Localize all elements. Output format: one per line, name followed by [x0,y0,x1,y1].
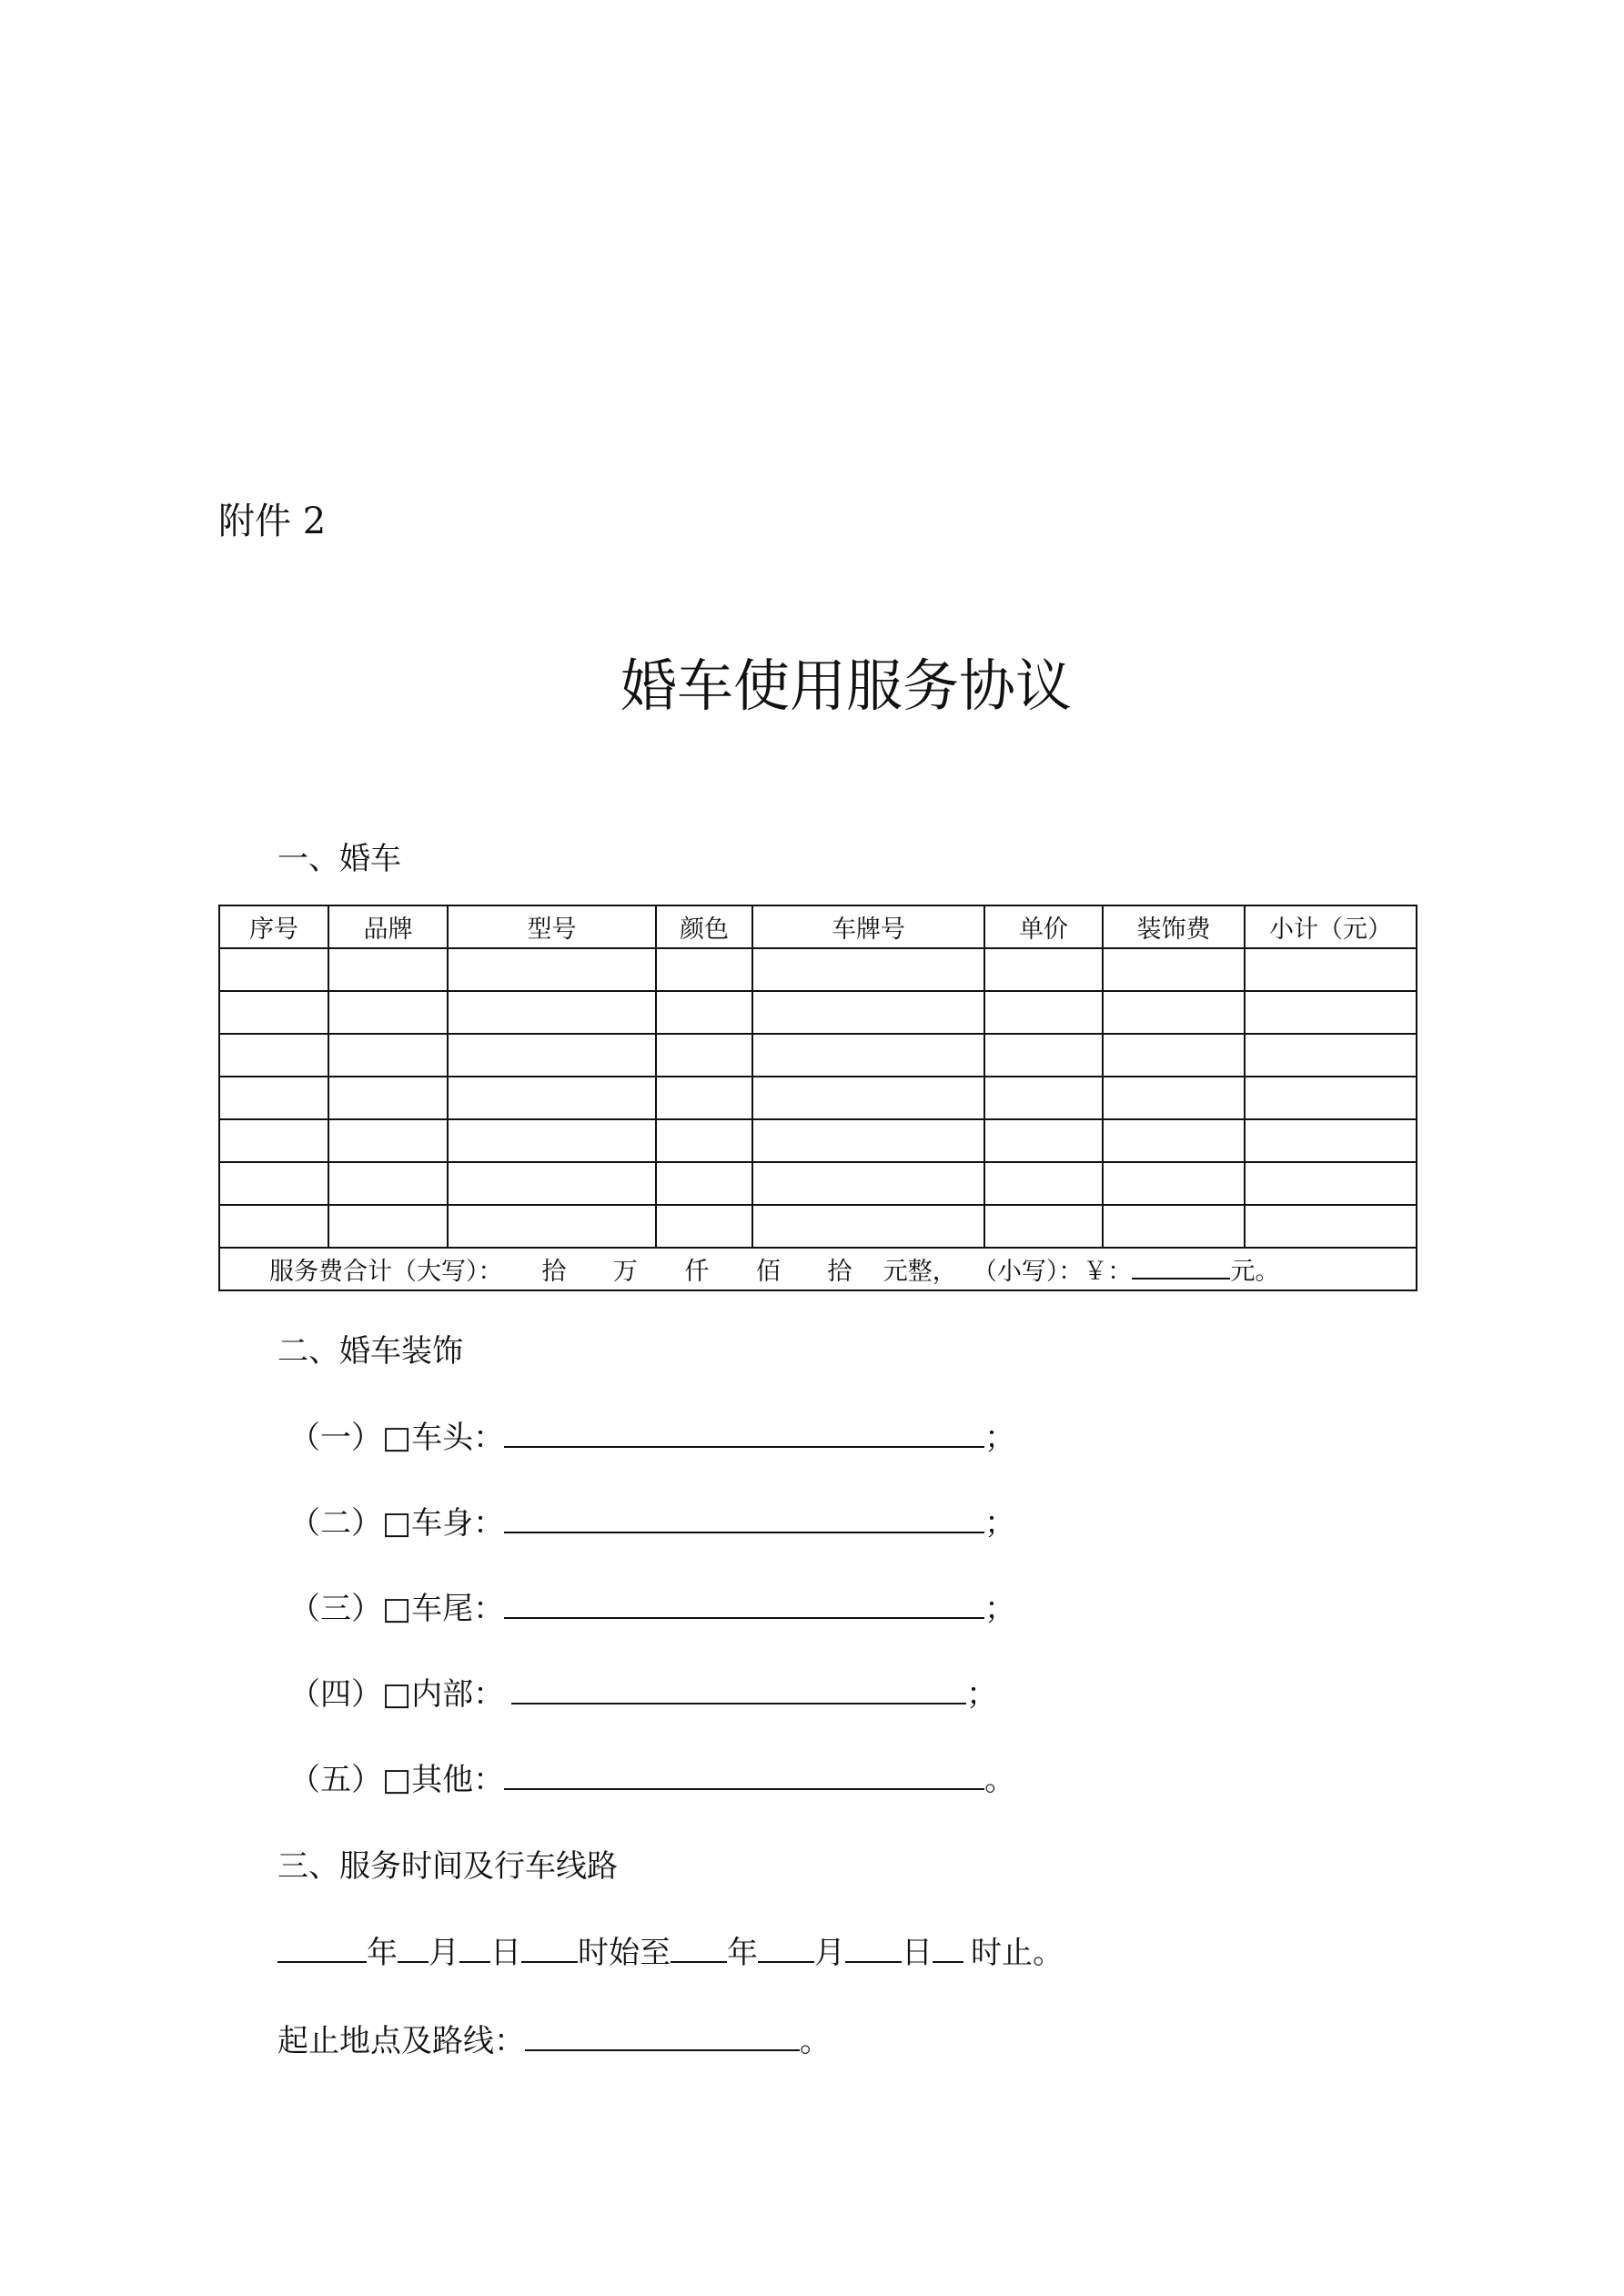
cell-unit-price[interactable] [984,1034,1103,1077]
decoration-item-interior [289,1672,997,1716]
cell-plate[interactable] [752,1034,984,1077]
decoration-blank-other[interactable] [504,1757,984,1790]
cell-subtotal[interactable] [1245,1119,1417,1162]
table-header-row [219,905,1417,948]
cell-index[interactable] [219,1119,328,1162]
cell-subtotal[interactable] [1245,1077,1417,1119]
decoration-end-interior: ； [966,1676,998,1713]
decoration-end-other: 。 [984,1762,1016,1798]
cell-model[interactable] [448,991,656,1034]
decoration-blank-body[interactable] [504,1501,984,1533]
cell-plate[interactable] [752,1119,984,1162]
cell-unit-price[interactable] [984,1205,1103,1248]
time-part-day-1: 日 [490,1935,521,1971]
decoration-end-rear: ； [984,1591,1016,1627]
section-heading-cars: 一、婚车 [277,841,401,877]
cell-subtotal[interactable] [1245,1205,1417,1248]
col-header-model: 型号 [448,905,656,948]
start-month-blank[interactable] [398,1930,429,1963]
time-part-year-2: 年 [727,1935,758,1971]
decoration-item-front [289,1415,1015,1460]
cell-model[interactable] [448,1034,656,1077]
cell-brand[interactable] [328,1162,448,1205]
cell-subtotal[interactable] [1245,948,1417,991]
col-header-unit-price: 单价 [984,905,1103,948]
unit-yuan-zheng: 元整， [883,1258,957,1286]
cell-plate[interactable] [752,1205,984,1248]
cell-model[interactable] [448,1119,656,1162]
total-label: 服务费合计（大写）： [269,1258,503,1286]
end-day-blank[interactable] [845,1930,902,1963]
unit-qian: 仟 [684,1258,710,1286]
cell-brand[interactable] [328,1119,448,1162]
decoration-label-rear: （三）□车尾： [289,1591,505,1627]
cell-index[interactable] [219,1205,328,1248]
decoration-end-body: ； [984,1505,1016,1542]
col-header-index: 序号 [219,905,328,948]
document-title: 婚车使用服务协议 [620,652,1072,719]
decoration-label-body: （二）□车身： [289,1505,505,1542]
cell-plate[interactable] [752,991,984,1034]
cell-unit-price[interactable] [984,1119,1103,1162]
col-header-subtotal: 小计（元） [1245,905,1417,948]
total-cell[interactable] [219,1248,1417,1290]
cell-plate[interactable] [752,948,984,991]
cell-unit-price[interactable] [984,948,1103,991]
table-row [219,991,1417,1034]
table-row [219,1077,1417,1119]
cell-model[interactable] [448,948,656,991]
section-heading-decoration: 二、婚车装饰 [277,1333,463,1370]
unit-bai: 佰 [755,1258,781,1286]
table-row [219,1119,1417,1162]
cell-model[interactable] [448,1205,656,1248]
time-part-hour-start: 时始至 [578,1935,671,1971]
cell-color[interactable] [656,1205,752,1248]
route-end: 。 [800,2023,831,2059]
total-row [219,1248,1417,1290]
col-header-decoration-fee: 装饰费 [1103,905,1245,948]
time-part-year-1: 年 [367,1935,398,1971]
small-amount-blank[interactable] [1132,1254,1230,1279]
cell-plate[interactable] [752,1077,984,1119]
cell-color[interactable] [656,1077,752,1119]
cell-unit-price[interactable] [984,991,1103,1034]
cell-brand[interactable] [328,1034,448,1077]
end-hour-blank[interactable] [933,1930,963,1963]
route-line [277,2018,831,2063]
cell-brand[interactable] [328,991,448,1034]
car-table [218,905,1417,1291]
decoration-item-body [289,1501,1015,1545]
decoration-label-other: （五）□其他： [289,1762,505,1798]
cell-decoration-fee[interactable] [1103,948,1245,991]
cell-model[interactable] [448,1077,656,1119]
table-row [219,1162,1417,1205]
col-header-plate: 车牌号 [752,905,984,948]
time-part-day-2: 日 [902,1935,933,1971]
time-part-month-1: 月 [429,1935,459,1971]
decoration-label-interior: （四）□内部： [289,1676,505,1713]
table-row [219,1205,1417,1248]
cell-model[interactable] [448,1162,656,1205]
cell-brand[interactable] [328,1205,448,1248]
cell-brand[interactable] [328,1077,448,1119]
decoration-blank-interior[interactable] [511,1672,966,1704]
unit-shi-1: 拾 [541,1258,567,1286]
cell-decoration-fee[interactable] [1103,1119,1245,1162]
cell-decoration-fee[interactable] [1103,1077,1245,1119]
cell-decoration-fee[interactable] [1103,1205,1245,1248]
cell-decoration-fee[interactable] [1103,1034,1245,1077]
yuan-suffix: 元。 [1230,1258,1280,1286]
route-label: 起止地点及路线： [277,2023,525,2059]
cell-decoration-fee[interactable] [1103,1162,1245,1205]
table-row [219,1034,1417,1077]
decoration-item-other [289,1757,1015,1802]
attachment-label: 附件 2 [218,501,327,542]
small-amount-label: （小写）：￥： [972,1258,1133,1286]
table-row [219,948,1417,991]
cell-color[interactable] [656,948,752,991]
cell-subtotal[interactable] [1245,1162,1417,1205]
cell-unit-price[interactable] [984,1162,1103,1205]
section-heading-time-route: 三、服务时间及行车线路 [277,1848,618,1885]
decoration-label-front: （一）□车头： [289,1420,505,1456]
unit-wan: 万 [612,1258,638,1286]
cell-index[interactable] [219,1162,328,1205]
cell-index[interactable] [219,1034,328,1077]
cell-index[interactable] [219,948,328,991]
time-part-hour-end: 时止。 [971,1935,1064,1971]
cell-decoration-fee[interactable] [1103,991,1245,1034]
cell-color[interactable] [656,1162,752,1205]
cell-color[interactable] [656,1034,752,1077]
decoration-blank-front[interactable] [504,1415,984,1448]
decoration-item-rear [289,1586,1015,1631]
start-year-blank[interactable] [277,1930,367,1963]
end-year-blank[interactable] [671,1930,727,1963]
cell-subtotal[interactable] [1245,991,1417,1034]
col-header-color: 颜色 [656,905,752,948]
cell-brand[interactable] [328,948,448,991]
col-header-brand: 品牌 [328,905,448,948]
cell-color[interactable] [656,1119,752,1162]
cell-plate[interactable] [752,1162,984,1205]
cell-unit-price[interactable] [984,1077,1103,1119]
end-month-blank[interactable] [758,1930,814,1963]
cell-index[interactable] [219,991,328,1034]
cell-subtotal[interactable] [1245,1034,1417,1077]
decoration-blank-rear[interactable] [504,1586,984,1619]
cell-index[interactable] [219,1077,328,1119]
route-blank[interactable] [525,2018,800,2051]
time-part-month-2: 月 [814,1935,845,1971]
unit-shi-2: 拾 [827,1258,852,1286]
service-time-line [277,1930,1064,1975]
cell-color[interactable] [656,991,752,1034]
decoration-end-front: ； [984,1420,1016,1456]
start-hour-blank[interactable] [521,1930,578,1963]
start-day-blank[interactable] [459,1930,490,1963]
